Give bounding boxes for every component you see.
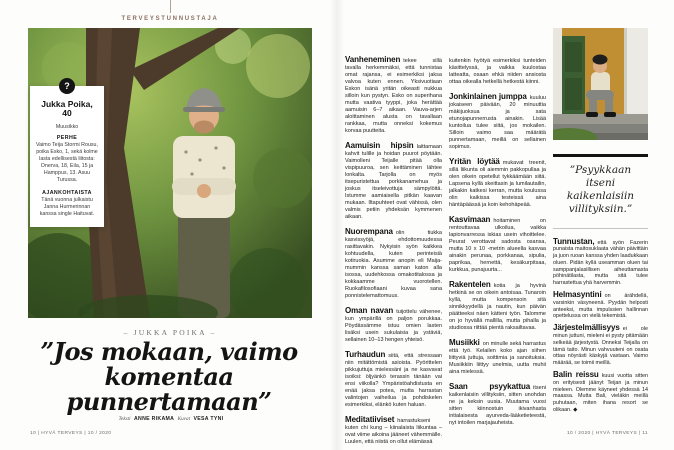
info-current-text: Tänä vuonna julkaistu Janna Hurmerinnan kanssa single Haituvat. [39,196,95,217]
info-box [30,81,104,227]
paragraph [449,216,546,274]
paragraph-text: laittamaan kahvit tulille ja hoidan puurot pöytään. Vaimolleni Teijalle pitää olla vispipuuroa, sen keittäminen lähtee lonkalta. Tarjolla on myös itsepuristettua porkkanamehua ja joskus itseleivottuja sämpylöitä. Istumme aamiaisella pitkän kaavan mukaan. Iltapuhteet ovat vähissä, olen valmis petiin yhdeksän kymmenen aikaan. [345,144,442,220]
info-family-text: Vaimo Teija Stormi Rousu, poika Esko, 1, sekä kolme lasta edellisestä liitosta: Onerva, 18, Eila, 15 ja Hamppus, 13. Asuu Turussa. [36,141,98,184]
byline-photo-label: Kuvat [177,416,191,422]
kicker-rule [170,0,171,13]
paragraph-lead: Vanheneminen [345,55,401,64]
paragraph-lead: Kasvimaan [449,215,491,224]
paragraph-text: harrastukseni kuten chi kung – kiinalaista liikuntaa – ovat viime aikoina jääneet vähemmälle. Luulen, että niistä on ollut elämässä [345,418,442,445]
paragraph-lead: Helmasyntini [553,290,602,300]
paragraph [449,339,546,376]
paragraph-text: olin tiukka kasvissyöjä, ehdottomuudessa rasittavakin. Nykyisin syön kaikkea kohtuudella, kuten perinteisiä kotiruokia. Asumme anopin eli Maija-mummin kanssa saman katon alla isossa, uudehkossa omakotitalossa ja kokkaamme vuorotellen. Ruokafilosofiaani kuvaa sana ponnistelemattomuus. [345,230,442,299]
paragraph [449,56,546,86]
headline-quote: ”Jos mokaan, vaimo komentaa punnertamaan” [40,337,298,416]
paragraph-text: kotia ja hyvinä hetkinä se on oikein antoisaa. Tunaroin kyllä, mutta kompensoin sitä sinnikkyydellä ja nautin, kun päivän päätteeksi näen kätteni työn. Talomme on jo hyvällä mallilla, mutta pihalla ja studiossa riittää pientä raksailtavaa. [449,283,546,331]
paragraph [345,56,442,135]
byline-text-label: Teksti [118,416,131,422]
paragraph-lead: Rakentelen [449,280,491,289]
footer-right: 10 / 2020 | HYVÄ TERVEYS | 11 [566,431,648,436]
info-current-label: AJANKOHTAISTA [42,189,92,196]
footer-left: 10 | HYVÄ TERVEYS | 10 / 2020 [30,431,112,436]
paragraph-text: kuuluu jokaiseen päivään, 20 minuuttia mäkijuoksua ja sata etunojapunnerrusta ainakin. Lisää kuntoilua tulee siitä, jos mokailen. Silloin vaimo saa määrätä punnertamaan, meillä on sellainen sopimus. [449,95,546,150]
paragraph-text: itseni kaikenlaisiin villityksiin, sitten unohdan ne ja keksin uusia. Muutama vuosi sitten kiinnostuin ikivanhasta intialaisesta ayurveda-lääketieteestä, nyt intoilen marjajauheista. [449,385,546,426]
paragraph [449,383,546,427]
paragraph-lead: Nuorempana [345,227,393,236]
paragraph-text: on ärähdellä, varsinkin väsyneenä. Pyydän helposti anteeksi, mutta impulssien hallinnan opettelussa on vielä tekemistä. [553,293,648,320]
paragraph [553,325,648,367]
paragraph-text: kuusi vuotta sitten on erityisesti jäänyt Teijan ja minun mieleen. Olemme käyneet yhdessä 14 maassa. Mutta Bali, vieläkin meillä puhutaan, miten ihana resort se olikaan. ◆ [553,373,648,414]
section-kicker: TERVEYSTUNNUSTAJA [121,16,219,22]
paragraph [449,93,546,151]
paragraph-text: mukavat treenit, sillä liikunta oli aiemmin pakkopullaa ja olen oikein opetellut tykkäämään siitä. Lapsena kyllä skeittasin ja lumilautailin, jalkakin katkesi kerran, mutta koulussa olin kaikissa testeissä aina häntäpäässä ja koin kehohäpeää. [449,160,546,208]
secondary-photo [553,28,648,140]
text-column-2 [449,56,546,434]
info-name: Jukka Poika, 40 [41,99,93,119]
paragraph-lead: Balin reissu [553,370,599,380]
paragraph-lead: Turhaudun [345,350,386,359]
paragraph-text: hoitaminen on rentouttavaa ulkoilua, vaikka lapionvarressa iskias usein vihoittelee. Peurat verottavat sadosta osansa, mutta 10 x 10 -metrin alueella kasvaa ainakin perunaa, porkkanaa, sipulia, paprikaa, hernettä, kesäkurpitsaa, kurkkua, punajuurta... [449,218,546,273]
paragraph-lead: Aamuisin hipsin [345,141,414,150]
paragraph-lead: Järjestelmällisyys [553,323,620,333]
paragraph-lead: Yritän löytää [449,157,500,166]
question-mark-icon: ? [59,78,75,94]
paragraph [345,351,442,409]
paragraph-lead: Meditatiiviset [345,415,395,424]
quote-attribution: – JUKKA POIKA – [123,328,217,337]
byline-photographer: VESA TYNI [193,416,224,422]
paragraph-text: siitä, että stressaan niin mitättömistä asioista. Pyörittelen pikkujuttuja mielessäni ja ne kasvavat isoiksi: öljyänkö terassin tänään vai ensi viikolla? Ympäristöahdistusta en enää jaksa potea, mutta harrastan valintojen vaiheilua ja pohdiskelen esimerkiksi, elänkö kuten haluan. [345,353,442,408]
paragraph-text: ei ole minun juttuni, mieleni ei pysty pitämään selkeää järjestystä. Onneksi Teijalla on tämä taito. Minun vahvuuteni on osata ottaa nöyrästi käskyjä vastaan. Vaimo määrää, se toimii meillä. [553,326,648,367]
text-column-1 [345,56,442,450]
page-seam [330,0,344,450]
paragraph [553,292,648,320]
pull-quote-block [553,154,648,229]
text-column-3 [553,28,648,419]
paragraph-lead: Tunnustan, [553,236,595,246]
paragraph-text: kuitenkin hyötyä esimerkiksi tunteiden käsittelyssä, ja vaikka kuulostaa latteatta, osaan ehkä niiden ansiosta ottaa oikealla hetkellä hetkestä kiinni. [449,58,546,85]
paragraph [553,372,648,414]
paragraph [345,416,442,446]
byline-author: ANNE RIKAMA [133,416,175,422]
paragraph-text: tuijottelu vähenee, kun ympärillä on paljon porukkaa. Pöydässämme istuu omien lasten lisäksi usein sukulaisia ja ystäviä, sellainen 10–13 hengen yhteisö. [345,309,442,343]
paragraph [345,307,442,344]
paragraph-lead: Saan psyykattua [449,382,531,391]
paragraph [553,236,649,288]
paragraph [345,142,442,221]
paragraph-text: on minulle sekä harrastus että työ. Kelailen koko ajan siihen liittyviä juttuja, soittimia ja sanoituksia. Musiikkiin liittyy unelmia, uutta muhii aina mielessä. [449,341,546,375]
paragraph [449,158,546,209]
paragraph [345,228,442,300]
byline [28,416,312,422]
info-family-label: PERHE [56,134,78,141]
paragraph-lead: Oman navan [345,306,394,315]
steps-portrait-illustration [553,28,648,140]
paragraph-lead: Jonkinlainen jumppa [449,92,527,101]
info-role: Muusikko [55,123,79,130]
paragraph-lead: Musiikki [449,338,480,347]
paragraph [449,281,546,332]
paragraph-text: tekee sillä tavalla herkemmäksi, että tunnistaa omat rajansa, ei esimerkiksi jaksa valvoa kuten ennen. Yksivuotiaan Eskon isänä yritän oikeasti nukkua silloin kun pystyn. Esko on superihana mutta vaativa tyyppi, joka herättää aamuisin 6–7 aikaan. Vauva-arjen aloittaminen alusta on tavallaan rankkaa, mutta onneksi kokemus korvaa puutteita. [345,58,442,134]
paragraph-text: että syön Fazerin punaista maitosuklaata vähän päivittäin ja juon ruoan kanssa yhden laadukkaan oluen. Pidän kyllä useamman oluen tai samppanjalasillisen aiheuttamasta pöhinätilasta, mutta sitä tulee harrastettua yhä harvemmin. [553,239,649,287]
pull-quote: ”Psyykkaan itseni kaikenlaisiin villityksiin.” [566,164,635,216]
